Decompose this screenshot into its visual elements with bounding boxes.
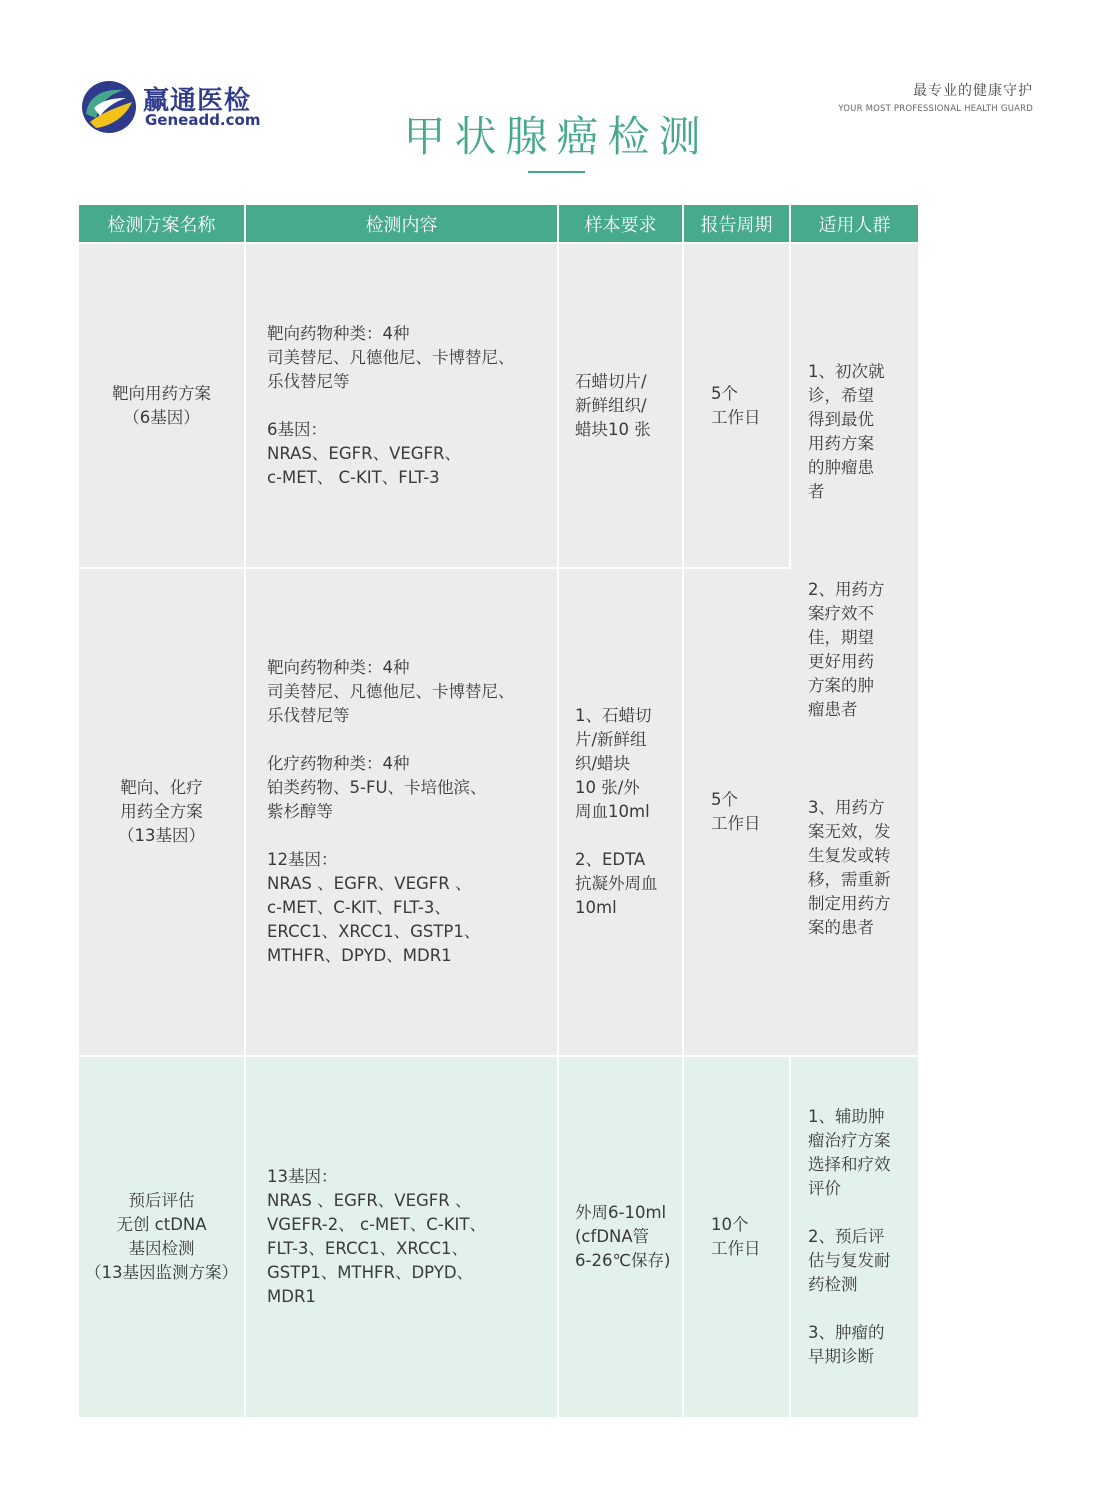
spacer [267,824,557,848]
text-line: 司美替尼、凡德他尼、卡博替尼、 [267,347,515,367]
text-line: 12基因： [267,850,338,869]
text-line: VGEFR-2、 c-MET、C-KIT、 [267,1215,486,1234]
text-line: 更好用药 [808,651,874,671]
people-cell [791,242,918,1055]
text-line: 工作日 [711,1239,761,1258]
text-line: 2、用药方 [808,579,885,599]
text-line: 蜡块10 张 [575,419,651,439]
text-line: 用药全方案 [120,802,203,821]
spacer [267,394,557,418]
spacer [808,1297,910,1321]
text-line: MDR1 [267,1287,316,1306]
text-line: （13基因） [118,826,205,845]
header-period: 报告周期 [684,205,791,242]
title-underline [528,171,585,173]
text-line: 的肿瘤患 [808,457,874,477]
text-line: 靶向用药方案 [112,383,211,403]
text-line: 得到最优 [808,409,874,429]
plan-name-cell [79,242,246,567]
text-line: 评价 [808,1179,841,1198]
text-line: 早期诊断 [808,1347,874,1366]
text-line: 预后评估 [128,1191,195,1210]
text-line: 瘤患者 [808,699,858,719]
text-line: FLT-3、ERCC1、XRCC1、 [267,1239,469,1258]
sample-cell [559,242,684,567]
text-line: 紫杉醇等 [267,802,333,821]
text-line: 外周6-10ml [575,1203,667,1222]
header-plan-name: 检测方案名称 [79,205,246,242]
text-line: 用药方案 [808,433,874,453]
text-line: 3、用药方 [808,797,885,817]
text-line: 案疗效不 [808,603,874,623]
text-line: 选择和疗效 [808,1155,891,1174]
text-line: 工作日 [711,407,761,427]
text-line: 工作日 [711,814,761,833]
brand-name-en: Geneadd.com [145,111,261,129]
text-line: 制定用药方 [808,893,891,913]
slogan-en: YOUR MOST PROFESSIONAL HEALTH GUARD [838,104,1033,114]
text-line: 石蜡切片/ [575,371,647,391]
text-line: 13基因： [267,1167,338,1186]
people-item-2 [808,578,910,722]
text-line: 案无效，发 [808,821,891,841]
text-line: 1、石蜡切 [575,706,652,725]
text-line: 抗凝外周血 [575,874,658,893]
text-line: NRAS 、EGFR、VEGFR 、 [267,1191,472,1210]
spacer [267,728,557,752]
sample-cell [559,1055,684,1417]
table-row [79,1055,918,1417]
text-line: 生复发或转 [808,845,891,865]
text-line: 基因检测 [128,1239,195,1258]
page-title: 甲状腺癌检测 [403,112,710,161]
text-line: NRAS 、EGFR、VEGFR 、 [267,874,472,893]
plan-name-cell [79,567,246,1055]
text-line: 10个 [711,1215,749,1234]
content-cell [246,1055,559,1417]
text-line: 新鲜组织/ [575,395,647,415]
text-line: 周血10ml [575,802,650,821]
text-line: 佳，期望 [808,627,874,647]
text-line: MTHFR、DPYD、MDR1 [267,946,452,965]
text-line: 靶向药物种类：4种 [267,658,410,677]
header-content: 检测内容 [246,205,559,242]
text-line: 1、辅助肿 [808,1107,885,1126]
text-line: 药检测 [808,1275,858,1294]
text-line: 铂类药物、5-FU、卡培他滨、 [267,778,487,797]
table-header-row [79,205,918,242]
text-line: 织/蜡块 [575,754,631,773]
sample-cell [559,567,684,1055]
period-cell [684,242,791,567]
text-line: 5个 [711,383,738,403]
spacer [808,1201,910,1225]
text-line: 诊，希望 [808,385,874,405]
text-line: 1、初次就 [808,361,885,381]
text-line: 片/新鲜组 [575,730,647,749]
text-line: （6基因） [123,407,200,427]
content-cell [246,567,559,1055]
spacer [575,824,682,848]
header-sample: 样本要求 [559,205,684,242]
people-cell [791,1055,918,1417]
text-line: ERCC1、XRCC1、GSTP1、 [267,922,481,941]
text-line: c-MET、C-KIT、FLT-3、 [267,898,451,917]
text-line: NRAS、EGFR、VEGFR、 [267,443,462,463]
text-line: c-MET、 C-KIT、FLT-3 [267,467,440,487]
text-line: 靶向、化疗 [120,778,203,797]
text-line: GSTP1、MTHFR、DPYD、 [267,1263,474,1282]
text-line: 10 张/外 [575,778,640,797]
plan-name-cell [79,1055,246,1417]
text-line: 6基因： [267,419,327,439]
text-line: 化疗药物种类：4种 [267,754,410,773]
text-line: 乐伐替尼等 [267,706,350,725]
text-line: 瘤治疗方案 [808,1131,891,1150]
text-line: 3、肿瘤的 [808,1323,885,1342]
text-line: 靶向药物种类：4种 [267,323,410,343]
text-line: （13基因监测方案） [85,1263,238,1282]
period-cell [684,1055,791,1417]
text-line: 2、EDTA [575,850,646,869]
people-item-1 [808,360,910,504]
people-item-3 [808,796,910,940]
table-row [79,242,918,567]
text-line: 乐伐替尼等 [267,371,350,391]
text-line: 10ml [575,898,617,917]
brand-name-cn: 赢通医检 [143,86,252,116]
header-people: 适用人群 [791,205,918,242]
text-line: 案的患者 [808,917,874,937]
text-line: 6-26℃保存) [575,1251,671,1270]
test-plan-table [79,205,918,1417]
text-line: 移，需重新 [808,869,891,889]
text-line: 5个 [711,790,738,809]
text-line: (cfDNA管 [575,1227,650,1246]
text-line: 估与复发耐 [808,1251,891,1270]
slogan-cn: 最专业的健康守护 [913,83,1033,99]
period-cell [684,567,791,1055]
text-line: 无创 ctDNA [116,1215,207,1234]
content-cell [246,242,559,567]
text-line: 者 [808,481,825,501]
text-line: 2、预后评 [808,1227,885,1246]
text-line: 司美替尼、凡德他尼、卡博替尼、 [267,682,515,701]
text-line: 方案的肿 [808,675,874,695]
